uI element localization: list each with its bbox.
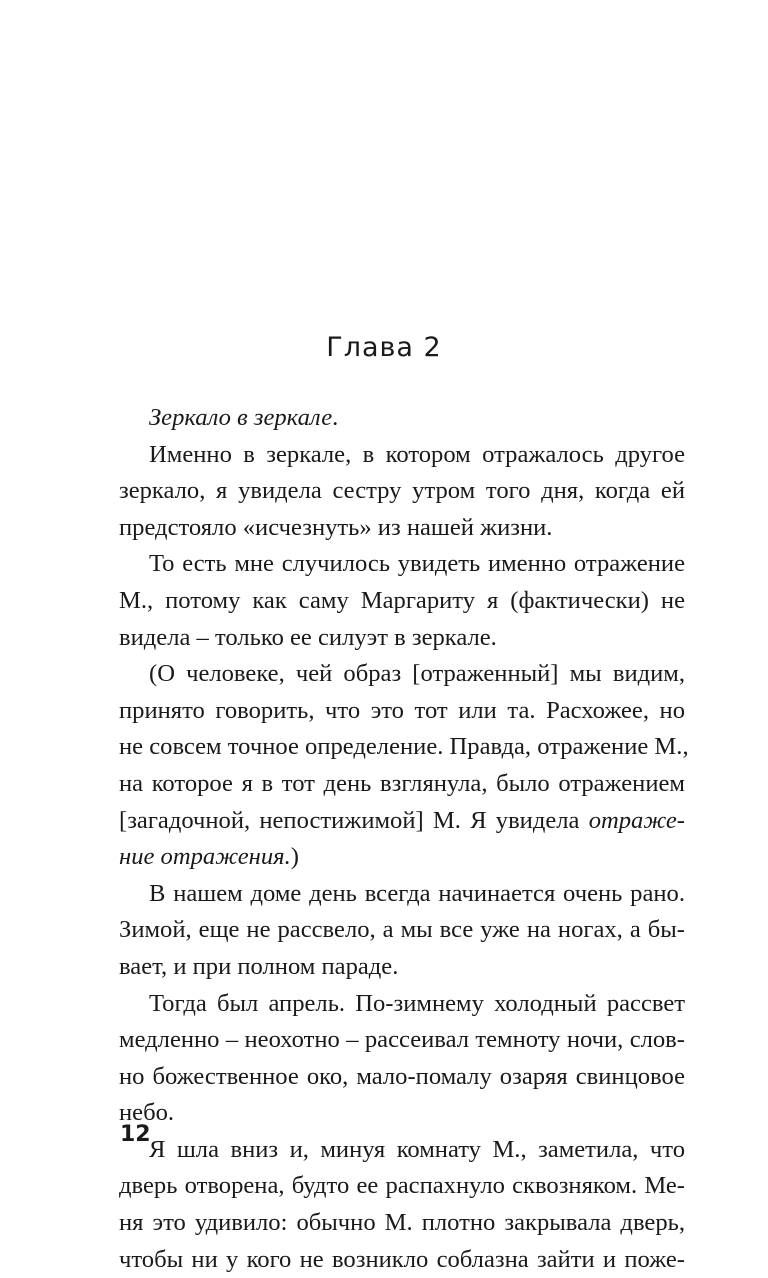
text-line: не совсем точное определение. Правда, отражение М.,	[119, 733, 689, 761]
text-line: В нашем доме день всегда начинается очень рано.	[149, 879, 685, 907]
text-line: медленно – неохотно – рассеивал темноту ночи, слов-	[119, 1026, 685, 1054]
chapter-title: Глава 2	[326, 332, 442, 363]
text-line: видела – только ее силуэт в зеркале.	[119, 623, 497, 651]
text-line: Зимой, еще не рассвело, а мы все уже на ногах, а бы-	[119, 916, 685, 944]
text-line: на которое я в тот день взглянула, было отражением	[119, 769, 685, 797]
text-line: М., потому как саму Маргариту я (фактически) не	[119, 586, 685, 614]
text-fragment: .	[332, 404, 339, 431]
text-line	[119, 839, 685, 876]
text-line: чтобы ни у кого не возникло соблазна зайти и поже-	[119, 1245, 685, 1273]
text-line: небо.	[119, 1099, 175, 1127]
text-line: принято говорить, что это тот или та. Расхожее, но	[119, 696, 685, 724]
text-line: Именно в зеркале, в котором отражалось другое	[149, 440, 685, 468]
text-line: зеркало, я увидела сестру утром того дня, когда ей	[119, 477, 685, 505]
text-line: дверь отворена, будто ее распахнуло сквозняком. Ме-	[119, 1172, 685, 1200]
text-line: Тогда был апрель. По-зимнему холодный рассвет	[149, 989, 685, 1017]
page-number: 12	[120, 1122, 151, 1147]
text-line: ня это удивило: обычно М. плотно закрывала дверь,	[119, 1209, 685, 1237]
text-line: но божественное око, мало-помалу озаряя свинцовое	[119, 1062, 685, 1090]
text-line: То есть мне случилось увидеть именно отражение	[149, 550, 685, 578]
italic-text: ние отражения.	[119, 843, 291, 871]
text-line	[119, 400, 685, 437]
text-line: вает, и при полном параде.	[119, 952, 399, 980]
text-line: Я шла вниз и, минуя комнату М., заметила, что	[149, 1135, 685, 1163]
text-fragment: [загадочной, непостижимой] М. Я увидела	[119, 806, 589, 834]
text-line: (О человеке, чей образ [отраженный] мы видим,	[149, 660, 685, 688]
text-fragment: )	[290, 843, 299, 871]
italic-text: Зеркало в зеркале	[149, 404, 333, 431]
italic-text: отраже-	[588, 806, 685, 834]
body-text	[119, 400, 689, 1278]
text-line	[119, 803, 685, 840]
text-line: предстояло «исчезнуть» из нашей жизни.	[119, 513, 553, 541]
